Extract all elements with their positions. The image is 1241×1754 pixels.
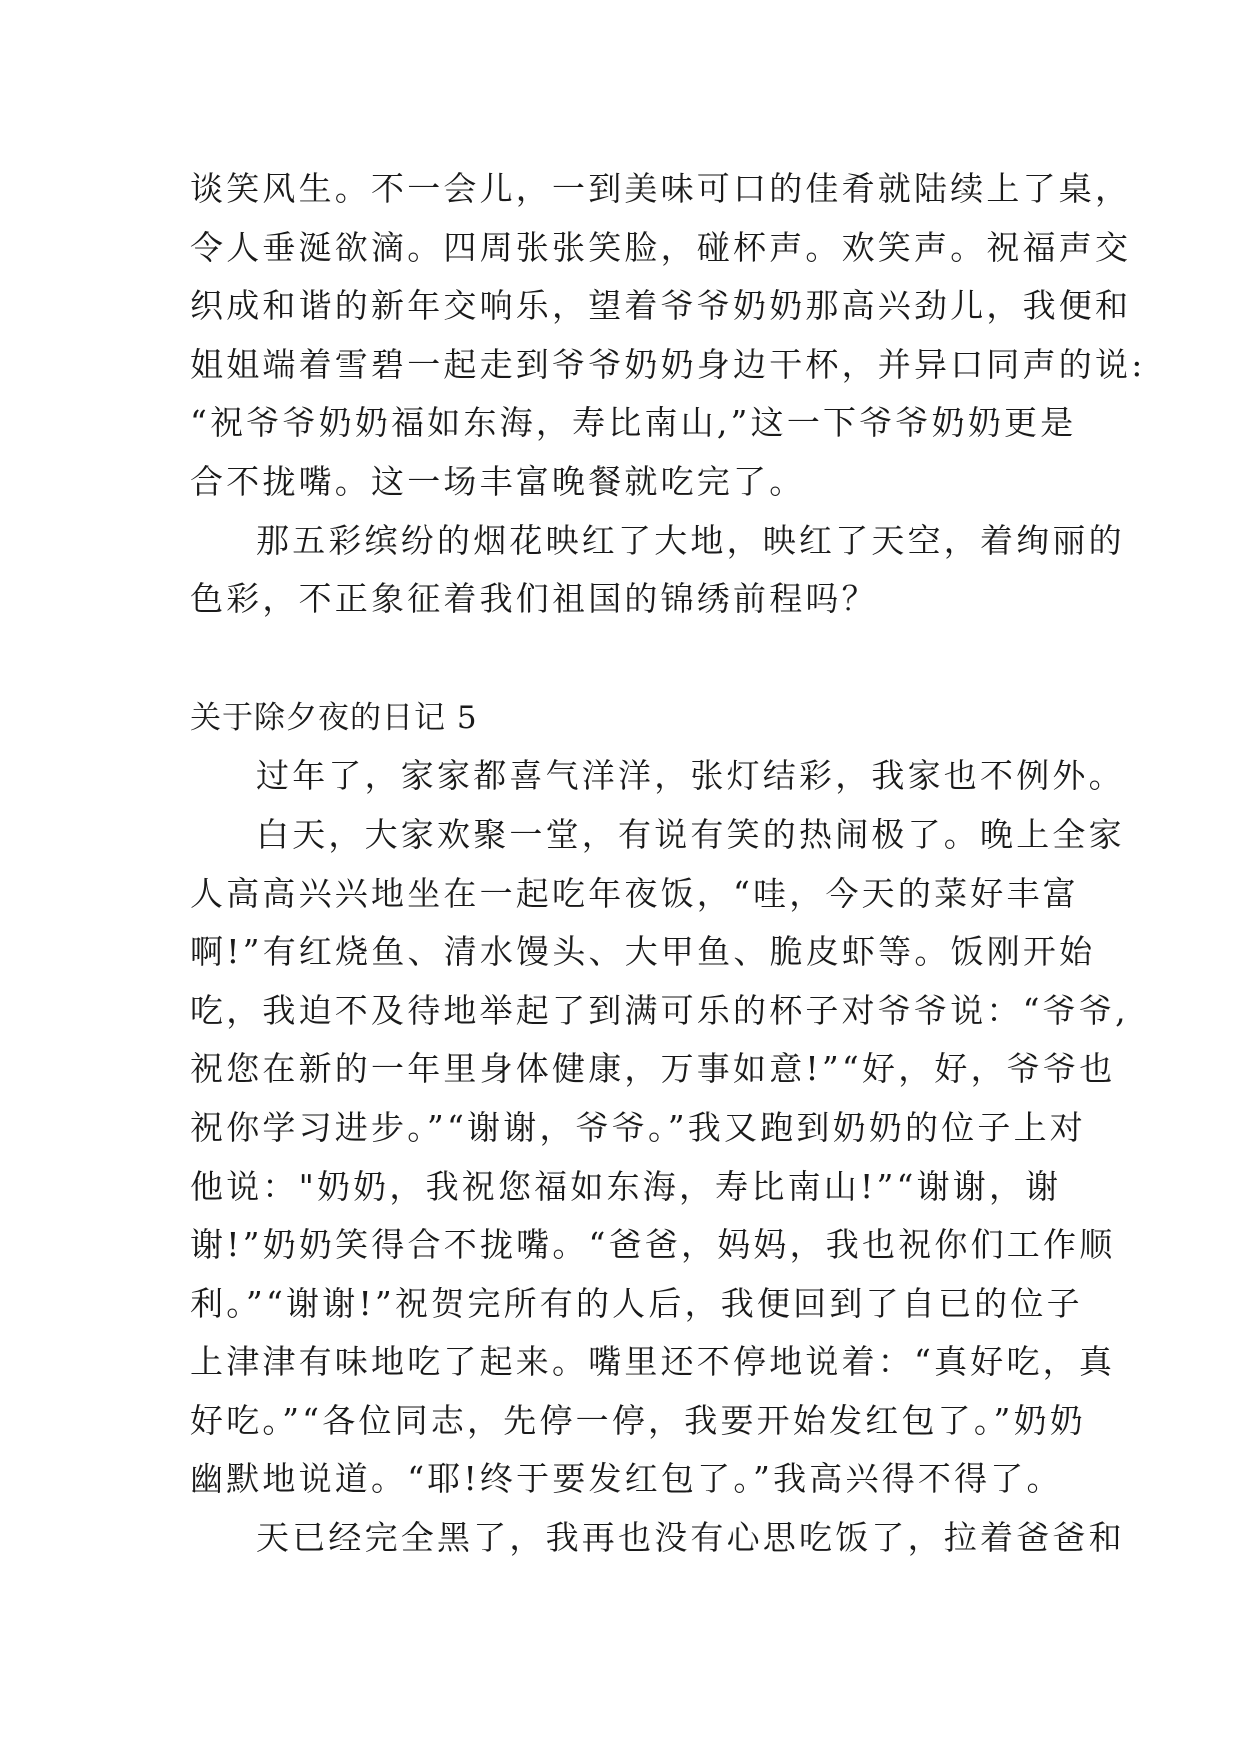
paragraph-line: 他说："奶奶，我祝您福如东海，寿比南山!”“谢谢，谢 <box>190 1166 1062 1206</box>
paragraph-line: 合不拢嘴。这一场丰富晚餐就吃完了。 <box>190 461 806 501</box>
paragraph-line: 祝您在新的一年里身体健康，万事如意!”“好，好，爷爷也 <box>190 1049 1116 1089</box>
paragraph-line: 吃，我迫不及待地举起了到满可乐的杯子对爷爷说：“爷爷, <box>190 990 1129 1030</box>
paragraph-line: 利。”“谢谢!”祝贺完所有的人后，我便回到了自已的位子 <box>190 1283 1083 1323</box>
paragraph-line: 上津津有味地吃了起来。嘴里还不停地说着：“真好吃，真 <box>190 1342 1116 1382</box>
paragraph-line: 白天，大家欢聚一堂，有说有笑的热闹极了。晚上全家 <box>256 814 1125 854</box>
paragraph-line: 幽默地说道。“耶!终于要发红包了。”我高兴得不得了。 <box>190 1459 1063 1499</box>
paragraph-line: 祝你学习进步。”“谢谢，爷爷。”我又跑到奶奶的位子上对 <box>190 1107 1087 1147</box>
paragraph-line: 啊!”有红烧鱼、清水馒头、大甲鱼、脆皮虾等。饭刚开始 <box>190 932 1096 972</box>
section-gap <box>190 629 1060 689</box>
paragraph-line: 天已经完全黑了，我再也没有心思吃饭了，拉着爸爸和 <box>256 1518 1125 1558</box>
document-page <box>190 160 1146 1568</box>
paragraph-line: 色彩，不正象征着我们祖国的锦绣前程吗？ <box>190 579 878 619</box>
paragraph-line: 过年了，家家都喜气洋洋，张灯结彩，我家也不例外。 <box>256 756 1125 796</box>
paragraph-line: 那五彩缤纷的烟花映红了大地，映红了天空，着绚丽的 <box>256 520 1125 560</box>
paragraph-line: “祝爷爷奶奶福如东海，寿比南山,”这一下爷爷奶奶更是 <box>190 403 1077 443</box>
section-title: 关于除夕夜的日记 5 <box>190 699 478 736</box>
paragraph-line: 谢!”奶奶笑得合不拢嘴。“爸爸，妈妈，我也祝你们工作顺 <box>190 1225 1116 1265</box>
paragraph-line: 姐姐端着雪碧一起走到爷爷奶奶身边干杯，并异口同声的说: <box>190 344 1146 384</box>
paragraph-line: 谈笑风生。不一会儿，一到美味可口的佳肴就陆续上了桌， <box>190 169 1132 208</box>
paragraph-line: 织成和谐的新年交响乐，望着爷爷奶奶那高兴劲儿，我便和 <box>190 286 1132 326</box>
paragraph-line: 令人垂涎欲滴。四周张张笑脸，碰杯声。欢笑声。祝福声交 <box>190 227 1132 267</box>
paragraph-line: 好吃。”“各位同志，先停一停，我要开始发红包了。”奶奶 <box>190 1400 1087 1440</box>
paragraph-line: 人高高兴兴地坐在一起吃年夜饭，“哇，今天的菜好丰富 <box>190 873 1079 913</box>
